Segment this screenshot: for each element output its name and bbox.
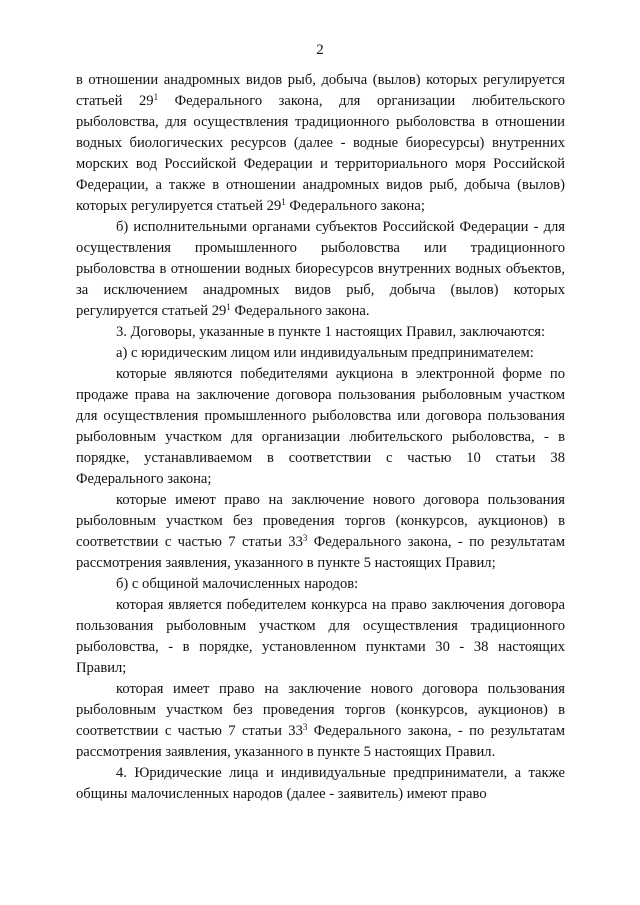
paragraph-a-legal-entity: а) с юридическим лицом или индивидуальным предпринимателем: <box>116 345 534 361</box>
text-run: б) исполнительными органами субъектов Российской Федерации - для осуществления промышленного рыболовства или традиционного рыболовства в отношении водных биоресурсов внутренних водных объектов, за исключением анадромных видов рыб, добыча (вылов) которых регулируется статьей 29 <box>76 219 565 319</box>
superscript: 3 <box>302 722 308 732</box>
text-run: в отношении анадромных видов рыб, добыча (вылов) которых регулируется статьей 29 <box>76 72 565 109</box>
paragraph-auction-winners: которые являются победителями аукциона в электронной форме по продаже права на заключение договора пользования рыболовным участком для осуществления промышленного рыболовства или договора пользования рыболовным участком для организации любительского рыболовства, - в порядке, устанавливаемом в соответствии с частью 10 статьи 38 Федерального закона; <box>76 366 565 487</box>
paragraph-b-executive-bodies <box>76 217 565 322</box>
text-run: Федерального закона, - по результатам рассмотрения заявления, указанного в пункте 5 настоящих Правил. <box>76 723 565 760</box>
paragraph-3-contracts: 3. Договоры, указанные в пункте 1 настоящих Правил, заключаются: <box>116 324 546 340</box>
superscript: 1 <box>226 302 231 312</box>
superscript: 3 <box>302 533 308 543</box>
paragraph-continuation <box>76 70 565 217</box>
superscript: 1 <box>281 197 286 207</box>
text-run: Федерального закона, для организации любительского рыболовства, для осуществления традиционного рыболовства в отношении водных биологических ресурсов (далее - водные биоресурсы) внутренних морских вод Российской Федерации и территориального моря Российской Федерации, а также в отношении анадромных видов рыб, добыча (вылов) которых регулируется статьей 29 <box>76 93 565 214</box>
text-run: которая имеет право на заключение нового договора пользования рыболовным участком без проведения торгов (конкурсов, аукционов) в соответствии с частью 7 статьи 33 <box>76 681 565 739</box>
paragraph-new-contract-right <box>76 490 565 574</box>
superscript: 1 <box>153 92 159 102</box>
text-run: которые имеют право на заключение нового договора пользования рыболовным участком без проведения торгов (конкурсов, аукционов) в соответствии с частью 7 статьи 33 <box>76 492 565 550</box>
document-body <box>76 70 565 805</box>
text-run: Федерального закона, - по результатам рассмотрения заявления, указанного в пункте 5 настоящих Правил; <box>76 534 565 571</box>
paragraph-4-applicants: 4. Юридические лица и индивидуальные предприниматели, а также общины малочисленных народов (далее - заявитель) имеют право <box>76 765 565 802</box>
paragraph-contest-winner: которая является победителем конкурса на право заключения договора пользования рыболовным участком для осуществления традиционного рыболовства, - в порядке, установленном пунктами 30 - 38 настоящих Правил; <box>76 597 565 676</box>
paragraph-community-new-contract <box>76 679 565 763</box>
text-run: Федерального закона; <box>285 198 425 214</box>
paragraph-b-community: б) с общиной малочисленных народов: <box>116 576 359 592</box>
page-number: 2 <box>316 42 324 58</box>
text-run: Федерального закона. <box>230 303 370 319</box>
